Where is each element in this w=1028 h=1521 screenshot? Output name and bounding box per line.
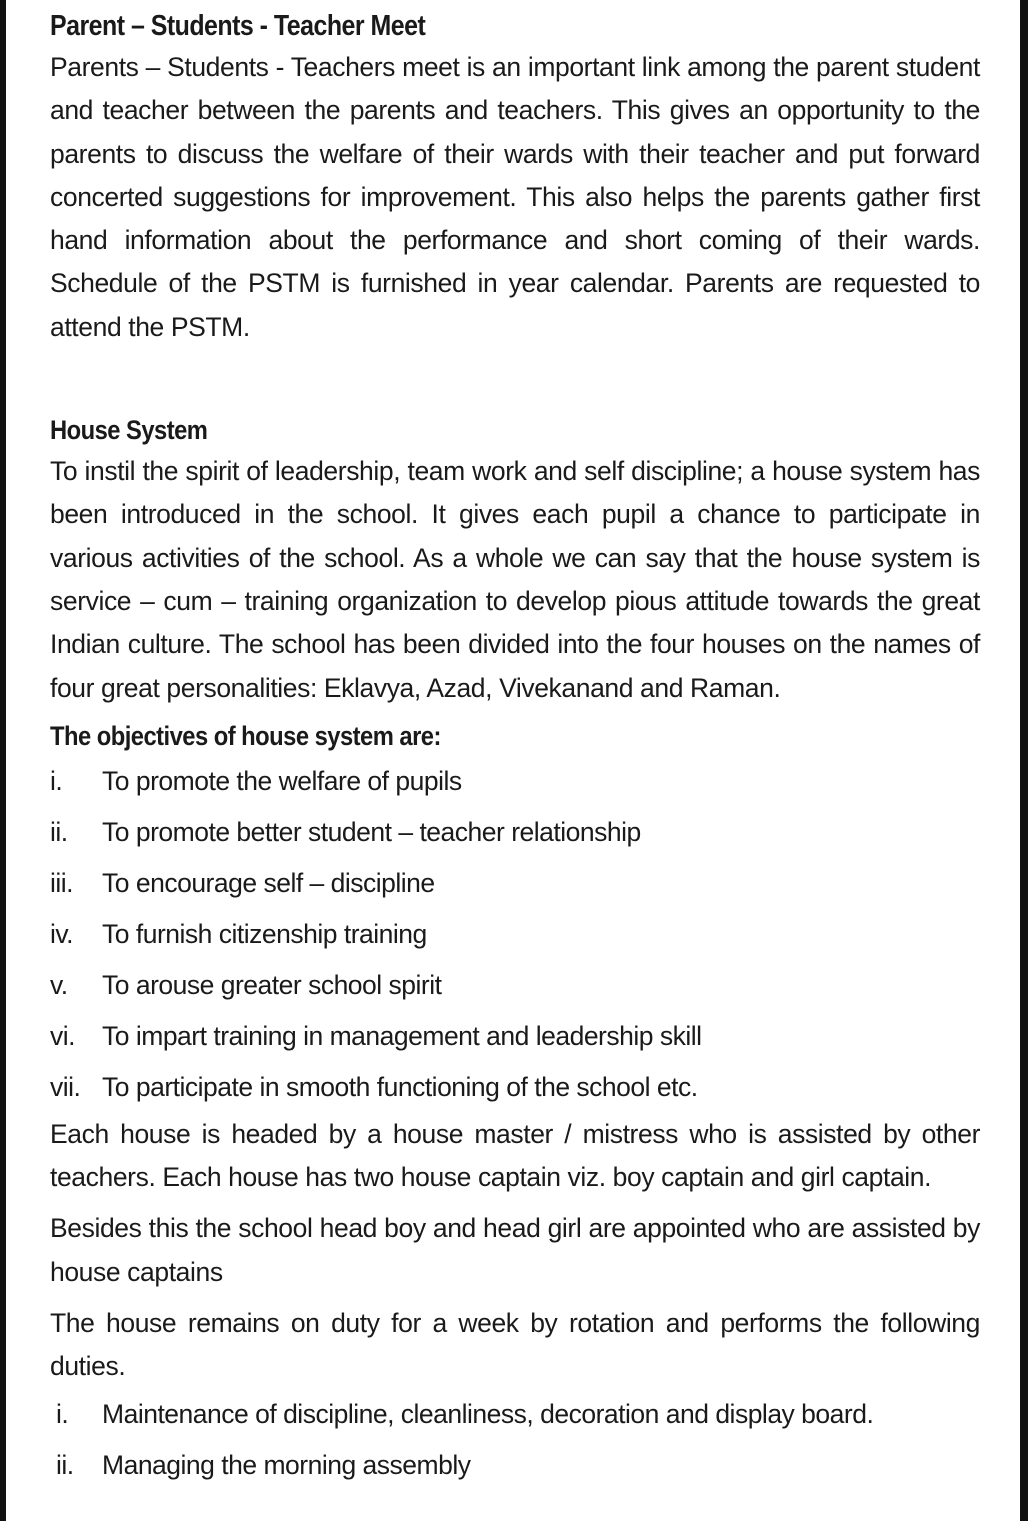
list-item bbox=[50, 1062, 980, 1113]
page-content bbox=[50, 6, 980, 1491]
list-number: v. bbox=[50, 969, 68, 1000]
list-item bbox=[50, 756, 980, 807]
list-number: iii. bbox=[50, 867, 74, 898]
spacer bbox=[50, 1199, 980, 1207]
list-number: i. bbox=[50, 765, 63, 796]
list-item bbox=[50, 1011, 980, 1062]
objectives-heading: The objectives of house system are: bbox=[50, 720, 441, 751]
spacer bbox=[50, 1294, 980, 1302]
list-text: To furnish citizenship training bbox=[102, 918, 427, 949]
list-item bbox=[50, 960, 980, 1011]
list-text: To promote the welfare of pupils bbox=[102, 765, 462, 796]
list-number: i. bbox=[56, 1398, 69, 1429]
list-text: To arouse greater school spirit bbox=[102, 969, 442, 1000]
list-item bbox=[50, 1440, 980, 1491]
list-text: To impart training in management and leadership skill bbox=[102, 1020, 702, 1051]
duty-paragraph: The house remains on duty for a week by rotation and performs the following duties. bbox=[50, 1308, 980, 1382]
list-item bbox=[50, 909, 980, 960]
list-item bbox=[50, 807, 980, 858]
list-number: vi. bbox=[50, 1020, 75, 1051]
list-item bbox=[50, 858, 980, 909]
list-text: Maintenance of discipline, cleanliness, decoration and display board. bbox=[102, 1398, 874, 1429]
list-number: vii. bbox=[50, 1071, 81, 1102]
list-number: iv. bbox=[50, 918, 74, 949]
list-text: Managing the morning assembly bbox=[102, 1449, 471, 1480]
section-gap bbox=[50, 349, 980, 404]
pstm-paragraph: Parents – Students - Teachers meet is an important link among the parent student and teacher between the parents and teachers. This gives an opportunity to the parents to discuss the welfare of their wards with their teacher and put forward concerted suggestions for improvement. This also helps the parents gather first hand information about the performance and short coming of their wards. Schedule of the PSTM is furnished in year calendar. Parents are requested to attend the PSTM. bbox=[50, 52, 980, 342]
objectives-list bbox=[50, 756, 980, 1113]
house-system-heading: House System bbox=[50, 415, 208, 446]
duties-list bbox=[50, 1389, 980, 1491]
head-boy-girl-paragraph: Besides this the school head boy and head girl are appointed who are assisted by house captains bbox=[50, 1213, 980, 1287]
list-text: To encourage self – discipline bbox=[102, 867, 435, 898]
house-system-intro: To instil the spirit of leadership, team work and self discipline; a house system has been introduced in the school. It gives each pupil a chance to participate in various activities of the school. As a whole we can say that the house system is service – cum – training organization to develop pious attitude towards the great Indian culture. The school has been divided into the four houses on the names of four great personalities: Eklavya, Azad, Vivekanand and Raman. bbox=[50, 456, 980, 703]
list-text: To participate in smooth functioning of the school etc. bbox=[102, 1071, 698, 1102]
list-number: ii. bbox=[56, 1449, 74, 1480]
house-masters-paragraph: Each house is headed by a house master / mistress who is assisted by other teachers. Each house has two house captain viz. boy captain and girl captain. bbox=[50, 1118, 980, 1193]
list-text: To promote better student – teacher relationship bbox=[102, 816, 641, 847]
pstm-heading: Parent – Students - Teacher Meet bbox=[50, 10, 426, 42]
list-number: ii. bbox=[50, 816, 68, 847]
list-item bbox=[50, 1389, 980, 1440]
